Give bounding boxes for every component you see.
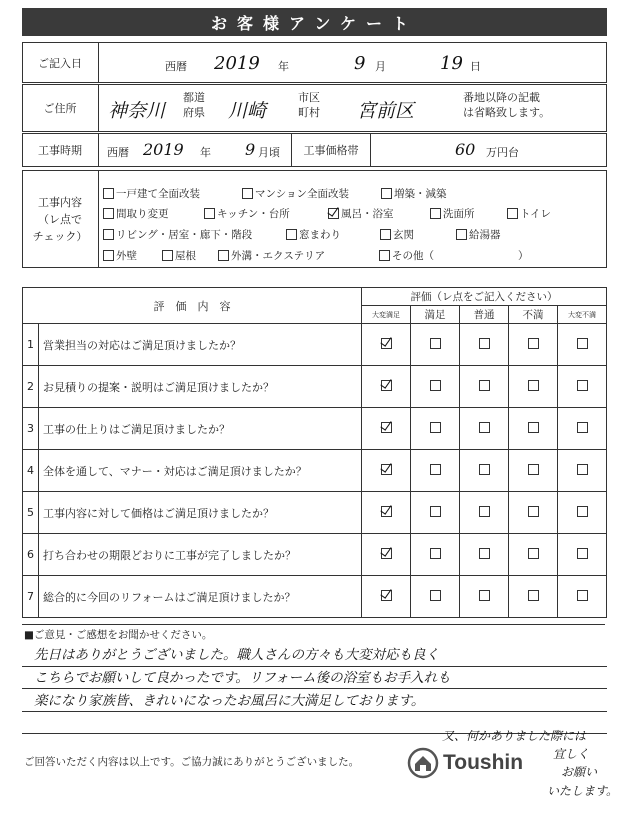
work-option[interactable] bbox=[507, 206, 551, 221]
rating-checkbox[interactable] bbox=[430, 548, 441, 559]
work-option[interactable] bbox=[286, 227, 341, 242]
entry-date-month-unit: 月 bbox=[375, 60, 386, 73]
work-option-label: リビング・居室・廊下・階段 bbox=[116, 229, 253, 241]
rating-checkbox[interactable] bbox=[381, 422, 392, 433]
entry-date-day-unit: 日 bbox=[470, 60, 481, 73]
period-month-unit: 月頃 bbox=[258, 146, 280, 159]
price-unit: 万円台 bbox=[486, 146, 519, 159]
address-note: 番地以降の記載 は省略致します。 bbox=[463, 91, 551, 119]
address-ward[interactable]: 宮前区 bbox=[357, 100, 415, 122]
footer-note-3: お願い bbox=[561, 765, 598, 779]
work-option-label: トイレ bbox=[520, 208, 551, 220]
address-pref-units: 都道 府県 bbox=[183, 91, 205, 119]
rating-checkbox[interactable] bbox=[528, 380, 539, 391]
work-checkbox[interactable] bbox=[286, 229, 297, 240]
work-option-label: 間取り変更 bbox=[116, 208, 169, 220]
rating-cell bbox=[411, 408, 460, 450]
rating-checkbox[interactable] bbox=[381, 464, 392, 475]
work-option[interactable] bbox=[218, 248, 325, 263]
rating-checkbox[interactable] bbox=[528, 506, 539, 517]
rating-cell bbox=[362, 576, 411, 618]
work-option[interactable] bbox=[381, 186, 447, 201]
rating-cell bbox=[362, 450, 411, 492]
footer-note-4: いたします。 bbox=[547, 784, 619, 798]
rating-cell bbox=[558, 534, 607, 576]
address-city[interactable]: 川崎 bbox=[228, 100, 267, 122]
rating-cell bbox=[460, 534, 509, 576]
rating-cell bbox=[558, 366, 607, 408]
address-label: ご住所 bbox=[43, 102, 77, 115]
rating-cell bbox=[558, 450, 607, 492]
question-text: 工事内容に対して価格はご満足頂けましたか？ bbox=[39, 492, 362, 534]
entry-date-day[interactable]: 19 bbox=[440, 53, 463, 74]
comment-line-1[interactable]: 先日はありがとうございました。職人さんの方々も大変対応も良く bbox=[34, 647, 439, 663]
rating-cell bbox=[411, 534, 460, 576]
survey-title: お客様アンケート bbox=[22, 8, 607, 36]
footer-note-1: 又、何かありました際には bbox=[442, 729, 587, 743]
question-text: 全体を通して、マナー・対応はご満足頂けましたか？ bbox=[39, 450, 362, 492]
scale-header: 普通 bbox=[460, 306, 509, 324]
evaluation-table bbox=[22, 287, 607, 618]
rating-checkbox[interactable] bbox=[381, 338, 392, 349]
house-logo-icon bbox=[407, 747, 439, 779]
work-option-label: 洗面所 bbox=[443, 208, 475, 220]
rating-checkbox[interactable] bbox=[577, 338, 588, 349]
entry-date-year-unit: 年 bbox=[278, 60, 289, 73]
work-option-label: 増築・減築 bbox=[394, 188, 447, 200]
rating-checkbox[interactable] bbox=[479, 380, 490, 391]
scale-header: 不満 bbox=[509, 306, 558, 324]
rating-checkbox[interactable] bbox=[381, 548, 392, 559]
rating-checkbox[interactable] bbox=[381, 506, 392, 517]
rating-cell bbox=[460, 408, 509, 450]
entry-date-era: 西暦 bbox=[165, 60, 187, 73]
work-checkbox[interactable] bbox=[103, 188, 114, 199]
work-option-label: 外溝・エクステリア bbox=[231, 250, 326, 262]
rating-checkbox[interactable] bbox=[577, 380, 588, 391]
rating-checkbox[interactable] bbox=[528, 548, 539, 559]
question-number: 2 bbox=[23, 366, 39, 408]
rating-cell bbox=[362, 534, 411, 576]
question-number: 6 bbox=[23, 534, 39, 576]
rating-checkbox[interactable] bbox=[479, 464, 490, 475]
rating-cell bbox=[362, 324, 411, 366]
content-header: 評 価 内 容 bbox=[23, 288, 362, 324]
rating-cell bbox=[411, 366, 460, 408]
work-option-label: マンション全面改装 bbox=[255, 188, 350, 200]
question-row bbox=[23, 450, 607, 492]
question-row bbox=[23, 324, 607, 366]
question-row bbox=[23, 576, 607, 618]
rating-checkbox[interactable] bbox=[381, 380, 392, 391]
rating-header: 評価（レ点をご記入ください） bbox=[362, 288, 607, 306]
work-option[interactable] bbox=[103, 248, 137, 263]
rating-checkbox[interactable] bbox=[528, 590, 539, 601]
rating-checkbox[interactable] bbox=[577, 548, 588, 559]
work-checkbox[interactable] bbox=[430, 208, 441, 219]
period-label: 工事時期 bbox=[38, 144, 82, 157]
comment-line-3[interactable]: 楽になり家族皆、きれいになったお風呂に大満足しております。 bbox=[34, 693, 425, 709]
work-option[interactable] bbox=[328, 206, 394, 221]
question-text: 打ち合わせの期限どおりに工事が完了しましたか？ bbox=[39, 534, 362, 576]
footer-thanks: ご回答いただく内容は以上です。ご協力誠にありがとうございました。 bbox=[24, 756, 360, 768]
rating-checkbox[interactable] bbox=[577, 590, 588, 601]
scale-header: 大変不満 bbox=[558, 306, 607, 324]
logo-text: Toushin bbox=[443, 751, 524, 774]
rating-cell bbox=[558, 492, 607, 534]
scale-header: 満足 bbox=[411, 306, 460, 324]
price-value[interactable]: 60 bbox=[455, 140, 476, 159]
rating-checkbox[interactable] bbox=[577, 506, 588, 517]
price-label: 工事価格帯 bbox=[303, 144, 359, 157]
entry-date-label: ご記入日 bbox=[38, 56, 82, 70]
question-number: 7 bbox=[23, 576, 39, 618]
question-row bbox=[23, 408, 607, 450]
rating-cell bbox=[460, 450, 509, 492]
work-checkbox[interactable] bbox=[103, 229, 114, 240]
entry-date-row bbox=[22, 42, 607, 83]
rating-checkbox[interactable] bbox=[577, 422, 588, 433]
work-option[interactable] bbox=[456, 227, 501, 242]
rating-cell bbox=[509, 324, 558, 366]
rating-checkbox[interactable] bbox=[479, 590, 490, 601]
address-prefecture[interactable]: 神奈川 bbox=[108, 100, 166, 122]
question-text: お見積りの提案・説明はご満足頂けましたか？ bbox=[39, 366, 362, 408]
rating-checkbox[interactable] bbox=[528, 338, 539, 349]
question-row bbox=[23, 534, 607, 576]
work-option-label: 玄関 bbox=[393, 229, 414, 241]
work-option[interactable] bbox=[242, 186, 349, 201]
work-checkbox[interactable] bbox=[379, 250, 390, 261]
period-year-unit: 年 bbox=[200, 146, 211, 159]
work-option[interactable] bbox=[103, 206, 169, 221]
work-checkbox[interactable] bbox=[103, 250, 114, 261]
work-option-label: 窓まわり bbox=[299, 229, 341, 241]
rating-cell bbox=[558, 324, 607, 366]
work-checkbox[interactable] bbox=[380, 229, 391, 240]
scale-header: 大変満足 bbox=[362, 306, 411, 324]
question-text: 総合的に今回のリフォームはご満足頂けましたか？ bbox=[39, 576, 362, 618]
work-option[interactable] bbox=[204, 206, 290, 221]
question-number: 1 bbox=[23, 324, 39, 366]
rating-cell bbox=[509, 576, 558, 618]
rating-checkbox[interactable] bbox=[479, 506, 490, 517]
rating-checkbox[interactable] bbox=[479, 422, 490, 433]
work-option-label: 一戸建て全面改装 bbox=[116, 188, 200, 200]
work-checkbox[interactable] bbox=[162, 250, 173, 261]
rating-checkbox[interactable] bbox=[430, 338, 441, 349]
work-option[interactable] bbox=[430, 206, 475, 221]
rating-checkbox[interactable] bbox=[528, 422, 539, 433]
rating-cell bbox=[509, 492, 558, 534]
rating-cell bbox=[460, 366, 509, 408]
question-text: 営業担当の対応はご満足頂けましたか？ bbox=[39, 324, 362, 366]
rating-cell bbox=[362, 408, 411, 450]
entry-date-year[interactable]: 2019 bbox=[214, 53, 260, 74]
question-number: 3 bbox=[23, 408, 39, 450]
rating-checkbox[interactable] bbox=[430, 590, 441, 601]
comment-line-2[interactable]: こちらでお願いして良かったです。リフォーム後の浴室もお手入れも bbox=[34, 670, 451, 686]
rating-checkbox[interactable] bbox=[577, 464, 588, 475]
rating-cell bbox=[509, 534, 558, 576]
work-option-label: その他（ ） bbox=[392, 250, 529, 262]
comments-label: ■ご意見・ご感想をお聞かせください。 bbox=[24, 629, 213, 641]
work-option-label: 外壁 bbox=[116, 250, 137, 262]
entry-date-month[interactable]: 9 bbox=[354, 53, 366, 74]
work-option-label: キッチン・台所 bbox=[217, 208, 290, 220]
rating-cell bbox=[460, 324, 509, 366]
rating-cell bbox=[362, 492, 411, 534]
period-month[interactable]: 9 bbox=[245, 140, 256, 159]
question-rows bbox=[23, 324, 607, 618]
work-option[interactable] bbox=[380, 227, 414, 242]
rating-cell bbox=[411, 324, 460, 366]
rating-cell bbox=[411, 492, 460, 534]
rating-cell bbox=[558, 576, 607, 618]
question-number: 5 bbox=[23, 492, 39, 534]
work-option-label: 風呂・浴室 bbox=[341, 208, 394, 220]
work-option[interactable] bbox=[103, 227, 252, 242]
rating-checkbox[interactable] bbox=[430, 506, 441, 517]
work-option[interactable] bbox=[103, 186, 200, 201]
period-year[interactable]: 2019 bbox=[143, 140, 184, 159]
work-option[interactable] bbox=[379, 248, 529, 263]
rating-checkbox[interactable] bbox=[430, 422, 441, 433]
work-option-label: 給湯器 bbox=[469, 229, 501, 241]
rating-cell bbox=[411, 576, 460, 618]
work-checkbox[interactable] bbox=[456, 229, 467, 240]
rating-cell bbox=[460, 576, 509, 618]
work-checkbox[interactable] bbox=[242, 188, 253, 199]
question-number: 4 bbox=[23, 450, 39, 492]
work-checkbox[interactable] bbox=[218, 250, 229, 261]
work-checkbox[interactable] bbox=[507, 208, 518, 219]
rating-checkbox[interactable] bbox=[430, 380, 441, 391]
work-checkbox[interactable] bbox=[103, 208, 114, 219]
work-checkbox[interactable] bbox=[381, 188, 392, 199]
question-row bbox=[23, 492, 607, 534]
rating-cell bbox=[362, 366, 411, 408]
rating-checkbox[interactable] bbox=[528, 464, 539, 475]
work-label: 工事内容 （レ点で チェック） bbox=[32, 195, 88, 243]
question-text: 工事の仕上りはご満足頂けましたか？ bbox=[39, 408, 362, 450]
toushin-logo bbox=[407, 747, 523, 779]
footer-note-2: 宜しく bbox=[553, 747, 590, 761]
rating-cell bbox=[509, 408, 558, 450]
rating-cell bbox=[411, 450, 460, 492]
rating-cell bbox=[460, 492, 509, 534]
rating-checkbox[interactable] bbox=[479, 548, 490, 559]
work-option-label: 屋根 bbox=[175, 250, 196, 262]
work-checkbox[interactable] bbox=[204, 208, 215, 219]
rating-cell bbox=[509, 450, 558, 492]
work-option[interactable] bbox=[162, 248, 196, 263]
rating-cell bbox=[558, 408, 607, 450]
rating-checkbox[interactable] bbox=[430, 464, 441, 475]
work-checkbox[interactable] bbox=[328, 208, 339, 219]
rating-checkbox[interactable] bbox=[479, 338, 490, 349]
rating-checkbox[interactable] bbox=[381, 590, 392, 601]
address-city-units: 市区 町村 bbox=[298, 91, 320, 119]
rating-cell bbox=[509, 366, 558, 408]
period-era: 西暦 bbox=[107, 146, 129, 159]
question-row bbox=[23, 366, 607, 408]
